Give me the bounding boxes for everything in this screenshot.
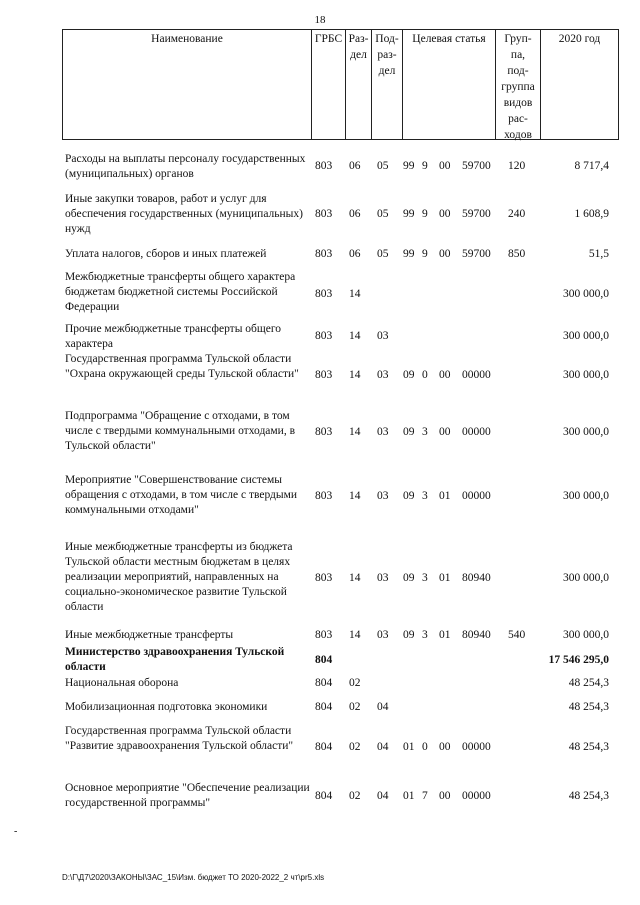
row-grbs: 803 — [315, 426, 333, 438]
row-target-event: 00 — [439, 248, 451, 260]
row-podrazdel: 04 — [377, 790, 389, 802]
row-name: Министерство здравоохранения Тульской области — [65, 646, 285, 673]
row-target-program: 09 — [403, 490, 415, 502]
row-grbs: 804 — [315, 654, 333, 666]
row-expense-type: 120 — [508, 160, 526, 172]
row-amount: 48 254,3 — [568, 741, 609, 753]
row-amount: 300 000,0 — [563, 288, 609, 300]
row-expense-type: 540 — [508, 629, 526, 641]
row-amount: 300 000,0 — [563, 490, 609, 502]
row-podrazdel: 04 — [377, 741, 389, 753]
row-name: Государственная программа Тульской области "Развитие здравоохранения Тульской области" — [65, 725, 294, 752]
row-amount: 48 254,3 — [568, 701, 609, 713]
row-name: Государственная программа Тульской области "Охрана окружающей среды Тульской области" — [65, 353, 299, 380]
row-target-program: 99 — [403, 208, 415, 220]
row-podrazdel: 05 — [377, 208, 389, 220]
row-amount: 300 000,0 — [563, 629, 609, 641]
row-grbs: 803 — [315, 330, 333, 342]
row-podrazdel: 05 — [377, 248, 389, 260]
row-name: Национальная оборона — [65, 677, 179, 689]
row-target-event: 00 — [439, 790, 451, 802]
row-expense-type: 850 — [508, 248, 526, 260]
row-podrazdel: 03 — [377, 369, 389, 381]
row-grbs: 803 — [315, 208, 333, 220]
row-podrazdel: 03 — [377, 330, 389, 342]
row-razdel: 14 — [349, 288, 361, 300]
header-year-2020: 2020 год — [540, 30, 618, 139]
row-name: Мероприятие "Совершенствование системы обращения с отходами, в том числе с твердыми коммунальными отходами" — [65, 474, 298, 516]
row-amount: 300 000,0 — [563, 426, 609, 438]
row-target-program: 09 — [403, 572, 415, 584]
row-amount: 48 254,3 — [568, 677, 609, 689]
header-target-article: Целевая статья — [402, 30, 495, 139]
header-expense-group: Груп- па, под- группа видов рас- ходов — [495, 30, 540, 139]
row-grbs: 803 — [315, 160, 333, 172]
row-razdel: 02 — [349, 790, 361, 802]
row-razdel: 02 — [349, 741, 361, 753]
row-target-event: 00 — [439, 741, 451, 753]
row-target-subprogram: 0 — [422, 741, 428, 753]
row-name: Уплата налогов, сборов и иных платежей — [65, 248, 267, 260]
row-target-direction: 00000 — [462, 490, 491, 502]
row-amount: 300 000,0 — [563, 572, 609, 584]
row-target-subprogram: 9 — [422, 160, 428, 172]
row-name: Подпрограмма "Обращение с отходами, в том числе с твердыми коммунальными отходами, в Тульской области" — [65, 410, 296, 452]
row-razdel: 14 — [349, 426, 361, 438]
row-name: Расходы на выплаты персоналу государственных (муниципальных) органов — [65, 153, 306, 180]
row-razdel: 06 — [349, 208, 361, 220]
row-target-subprogram: 3 — [422, 426, 428, 438]
row-podrazdel: 03 — [377, 490, 389, 502]
row-name: Мобилизационная подготовка экономики — [65, 701, 268, 713]
margin-mark: - — [14, 826, 18, 837]
footer-file-path: D:\Г\Д7\2020\ЗАКОНЫ\ЗАС_15\Изм. бюджет ТО 2020-2022_2 чт\pr5.xls — [62, 873, 325, 882]
row-target-direction: 59700 — [462, 248, 491, 260]
row-target-program: 99 — [403, 160, 415, 172]
row-razdel: 14 — [349, 369, 361, 381]
header-podrazdel: Под- раз- дел — [371, 30, 402, 139]
row-target-event: 00 — [439, 426, 451, 438]
row-target-subprogram: 3 — [422, 490, 428, 502]
header-name: Наименование — [151, 33, 223, 45]
row-target-event: 01 — [439, 572, 451, 584]
row-razdel: 02 — [349, 677, 361, 689]
row-target-direction: 00000 — [462, 426, 491, 438]
row-target-direction: 00000 — [462, 741, 491, 753]
row-target-event: 01 — [439, 490, 451, 502]
row-target-event: 00 — [439, 160, 451, 172]
row-grbs: 803 — [315, 369, 333, 381]
row-amount: 17 546 295,0 — [548, 654, 609, 666]
row-target-event: 01 — [439, 629, 451, 641]
row-name: Иные межбюджетные трансферты из бюджета Тульской области местным бюджетам в целях реализации мероприятий, направленных на социально-экономическое развитие Тульской области — [65, 541, 293, 613]
row-target-direction: 00000 — [462, 790, 491, 802]
row-target-program: 99 — [403, 248, 415, 260]
row-grbs: 803 — [315, 629, 333, 641]
row-amount: 300 000,0 — [563, 330, 609, 342]
row-grbs: 804 — [315, 790, 333, 802]
table-header — [62, 29, 619, 140]
row-expense-type: 240 — [508, 208, 526, 220]
header-razdel: Раз- дел — [345, 30, 371, 139]
row-amount: 1 608,9 — [574, 208, 609, 220]
row-target-direction: 00000 — [462, 369, 491, 381]
row-target-program: 01 — [403, 790, 415, 802]
row-amount: 48 254,3 — [568, 790, 609, 802]
page-number: 18 — [314, 14, 326, 26]
row-target-subprogram: 0 — [422, 369, 428, 381]
header-grbs: ГРБС — [311, 30, 345, 139]
row-amount: 8 717,4 — [574, 160, 609, 172]
row-razdel: 14 — [349, 572, 361, 584]
row-target-event: 00 — [439, 208, 451, 220]
row-podrazdel: 03 — [377, 572, 389, 584]
row-razdel: 02 — [349, 701, 361, 713]
row-target-event: 00 — [439, 369, 451, 381]
row-name: Иные межбюджетные трансферты — [65, 629, 234, 641]
row-target-subprogram: 9 — [422, 208, 428, 220]
row-razdel: 06 — [349, 160, 361, 172]
row-name: Прочие межбюджетные трансферты общего характера — [65, 323, 282, 350]
row-target-program: 09 — [403, 426, 415, 438]
row-target-program: 01 — [403, 741, 415, 753]
row-razdel: 14 — [349, 629, 361, 641]
row-name: Основное мероприятие "Обеспечение реализации государственной программы" — [65, 782, 310, 809]
row-podrazdel: 03 — [377, 426, 389, 438]
row-razdel: 06 — [349, 248, 361, 260]
row-grbs: 804 — [315, 741, 333, 753]
row-grbs: 804 — [315, 677, 333, 689]
row-target-subprogram: 7 — [422, 790, 428, 802]
row-target-program: 09 — [403, 629, 415, 641]
row-amount: 300 000,0 — [563, 369, 609, 381]
row-target-direction: 59700 — [462, 160, 491, 172]
row-name: Межбюджетные трансферты общего характера бюджетам бюджетной системы Российской Федерации — [65, 271, 296, 313]
row-target-subprogram: 3 — [422, 629, 428, 641]
row-grbs: 803 — [315, 288, 333, 300]
row-target-subprogram: 3 — [422, 572, 428, 584]
row-target-program: 09 — [403, 369, 415, 381]
row-podrazdel: 03 — [377, 629, 389, 641]
row-podrazdel: 04 — [377, 701, 389, 713]
row-target-direction: 80940 — [462, 629, 491, 641]
row-target-direction: 80940 — [462, 572, 491, 584]
row-grbs: 804 — [315, 701, 333, 713]
row-name: Иные закупки товаров, работ и услуг для обеспечения государственных (муниципальных) нужд — [65, 193, 303, 235]
row-target-subprogram: 9 — [422, 248, 428, 260]
row-grbs: 803 — [315, 248, 333, 260]
row-razdel: 14 — [349, 330, 361, 342]
row-podrazdel: 05 — [377, 160, 389, 172]
row-target-direction: 59700 — [462, 208, 491, 220]
row-razdel: 14 — [349, 490, 361, 502]
row-amount: 51,5 — [588, 248, 609, 260]
row-grbs: 803 — [315, 490, 333, 502]
row-grbs: 803 — [315, 572, 333, 584]
